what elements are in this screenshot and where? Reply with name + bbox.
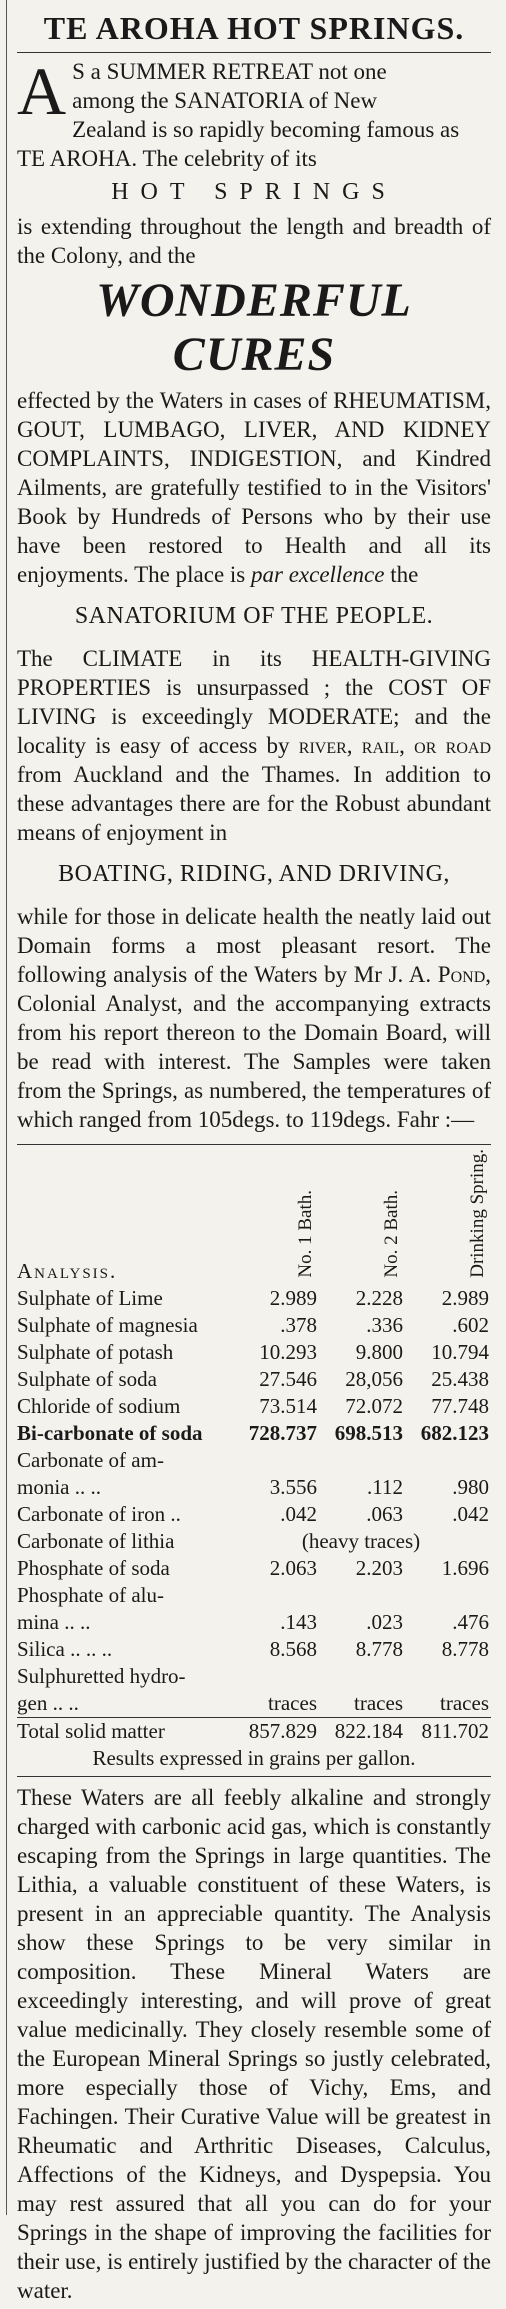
- table-row: [17, 1690, 491, 1718]
- substance-name: Carbonate of am-: [17, 1448, 164, 1472]
- table-row: [17, 1528, 491, 1555]
- value-drinking-spring: 25.438: [431, 1367, 489, 1391]
- paragraph-4: [17, 902, 491, 1134]
- table-row: [17, 1366, 491, 1393]
- substance-name: monia .. ..: [17, 1475, 101, 1499]
- pond-name: Pond,: [437, 962, 492, 987]
- analysis-table: [17, 1149, 491, 1745]
- value-bath-2: (heavy traces): [301, 1529, 421, 1553]
- paragraph-3: [17, 644, 491, 847]
- value-bath-1: traces: [268, 1691, 317, 1715]
- substance-name: mina .. ..: [17, 1610, 91, 1634]
- total-label: Total solid matter: [17, 1719, 165, 1743]
- col-header-bath-1: No. 1 Bath.: [295, 1190, 316, 1278]
- wonderful-cures-heading: WONDERFUL CURES: [96, 274, 412, 381]
- total-row: [17, 1718, 491, 1746]
- value-bath-1: 27.546: [259, 1367, 317, 1391]
- value-bath-1: [233, 1663, 319, 1690]
- value-bath-2: .112: [367, 1475, 403, 1499]
- table-row: [17, 1285, 491, 1312]
- substance-name: Sulphuretted hydro-: [17, 1664, 186, 1688]
- value-drinking-spring: 77.748: [431, 1394, 489, 1418]
- table-row: [17, 1663, 491, 1690]
- table-row: [17, 1501, 491, 1528]
- col-header-drinking-spring: Drinking Spring.: [467, 1149, 488, 1278]
- value-bath-2: 72.072: [345, 1394, 403, 1418]
- value-bath-1: .042: [280, 1502, 317, 1526]
- paragraph-4a: while for those in delicate health the neatly laid out Domain forms a most pleasant resort. The following analysis of the Waters by Mr J. A.: [17, 904, 491, 987]
- table-row: [17, 1474, 491, 1501]
- newspaper-column: [6, 0, 499, 2303]
- paragraph-2: [17, 386, 491, 589]
- rule: [17, 52, 491, 53]
- value-bath-1: .143: [280, 1610, 317, 1634]
- value-drinking-spring: .476: [452, 1610, 489, 1634]
- paragraph-5: These Waters are all feebly alkaline and strongly charged with carbonic acid gas, which is constantly escaping from the Springs in large quantities. The Lithia, a valuable constituent of these Waters, is present in an appreciable quantity. The Analysis show these Springs to be very similar in composition. These Mineral Waters are exceedingly interesting, and will prove of great value medicinally. They closely resemble some of the European Mineral Springs so justly celebrated, more especially those of Vichy, Ems, and Fachingen. Their Curative Value will be greatest in Rheumatic and Arthritic Diseases, Calculus, Affections of the Kidneys, and Dyspepsia. You may rest assured that all you can do for your Springs in the shape of improving the facilities for their use, is entirely justified by the character of the water.: [17, 1785, 491, 2303]
- value-bath-2: .023: [366, 1610, 403, 1634]
- value-bath-2: 698.513: [334, 1421, 403, 1445]
- value-drinking-spring: 2.989: [441, 1286, 489, 1310]
- table-row: [17, 1636, 491, 1663]
- sanatorium-heading: SANATORIUM OF THE PEOPLE.: [74, 603, 434, 629]
- table-row: [17, 1312, 491, 1339]
- value-bath-2: [319, 1582, 405, 1609]
- value-bath-2: [319, 1447, 405, 1474]
- value-drinking-spring: 1.696: [441, 1556, 489, 1580]
- table-row: [17, 1393, 491, 1420]
- table-row: [17, 1339, 491, 1366]
- substance-name: Phosphate of alu-: [17, 1583, 164, 1607]
- value-bath-1: 8.568: [269, 1637, 317, 1661]
- table-row: [17, 1609, 491, 1636]
- value-bath-2: [319, 1663, 405, 1690]
- intro-line-3: Zealand is so rapidly becoming famous as: [72, 117, 460, 142]
- value-bath-1: .378: [280, 1313, 317, 1337]
- substance-name: Carbonate of lithia: [17, 1529, 175, 1553]
- substance-name: Phosphate of soda: [17, 1556, 170, 1580]
- paragraph-3a: The CLIMATE in its HEALTH-GIVING PROPERTIES is unsurpassed ; the COST OF LIVING is exceedingly MODERATE; and the locality is easy of access by: [17, 646, 491, 758]
- value-drinking-spring: [405, 1663, 491, 1690]
- value-bath-2: traces: [354, 1691, 403, 1715]
- river-rail-road: river, rail, or road: [298, 733, 491, 758]
- substance-name: Silica .. .. ..: [17, 1637, 113, 1661]
- table-row: [17, 1582, 491, 1609]
- table-top-rule: [17, 1144, 491, 1145]
- value-bath-1: 10.293: [259, 1340, 317, 1364]
- value-drinking-spring: .980: [452, 1475, 489, 1499]
- value-bath-2: .336: [366, 1313, 403, 1337]
- value-bath-1: [233, 1447, 319, 1474]
- table-row: [17, 1420, 491, 1447]
- value-drinking-spring: 10.794: [431, 1340, 489, 1364]
- paragraph-2-end: the: [390, 562, 419, 587]
- value-bath-2: 28,056: [345, 1367, 403, 1391]
- intro-paragraph: [17, 53, 491, 173]
- substance-name: Sulphate of potash: [17, 1340, 174, 1364]
- substance-name: Chloride of sodium: [17, 1394, 181, 1418]
- intro-line-2: among the SANATORIA of New: [72, 88, 378, 113]
- substance-name: Carbonate of iron ..: [17, 1502, 181, 1526]
- value-drinking-spring: 8.778: [441, 1637, 489, 1661]
- value-drinking-spring: 682.123: [420, 1421, 489, 1445]
- masthead: TE AROHA HOT SPRINGS.: [43, 10, 465, 46]
- boating-heading: BOATING, RIDING, AND DRIVING,: [58, 861, 450, 887]
- par-excellence: par excellence: [251, 562, 385, 587]
- value-bath-2: .063: [366, 1502, 403, 1526]
- table-row: [17, 1555, 491, 1582]
- value-bath-1: 2.989: [269, 1286, 317, 1310]
- value-drinking-spring: .602: [452, 1313, 489, 1337]
- value-bath-1: 3.556: [269, 1475, 317, 1499]
- value-drinking-spring: [405, 1582, 491, 1609]
- value-drinking-spring: [405, 1447, 491, 1474]
- substance-name: gen .. ..: [17, 1691, 79, 1715]
- substance-name: Bi-carbonate of soda: [17, 1421, 203, 1445]
- value-bath-1: 2.063: [269, 1556, 317, 1580]
- paragraph-4b: Colonial Analyst, and the accompanying extracts from his report thereon to the Domain Board, will be read with interest. The Samples were taken from the Springs, as numbered, the temperatures of which ranged from 105degs. to 119degs. Fahr :—: [17, 991, 491, 1132]
- drop-cap: A: [17, 53, 67, 129]
- paragraph-3b: from Auckland and the Thames. In addition to these advantages there are for the Robust abundant means of enjoyment in: [17, 762, 491, 845]
- substance-name: Sulphate of magnesia: [17, 1313, 198, 1337]
- total-bath-2: 822.184: [334, 1719, 403, 1743]
- value-bath-1: [233, 1582, 319, 1609]
- paragraph-2-text: effected by the Waters in cases of RHEUMATISM, GOUT, LUMBAGO, LIVER, AND KIDNEY COMPLAINTS, INDIGESTION, and Kindred Ailments, are gratefully testified to in the Visitors' Book by Hundreds of Persons who by their use have been restored to Health and all its enjoyments. The place is: [17, 388, 491, 587]
- total-bath-1: 857.829: [248, 1719, 317, 1743]
- table-header-row: [17, 1153, 491, 1285]
- value-bath-2: 2.228: [355, 1286, 403, 1310]
- total-drinking-spring: 811.702: [421, 1719, 489, 1743]
- value-bath-1: 728.737: [248, 1421, 317, 1445]
- value-bath-2: 9.800: [355, 1340, 403, 1364]
- value-bath-2: 8.778: [355, 1637, 403, 1661]
- substance-name: Sulphate of Lime: [17, 1286, 163, 1310]
- hot-springs-heading: HOT SPRINGS: [111, 179, 397, 205]
- value-bath-1: 73.514: [259, 1394, 317, 1418]
- paragraph-1: is extending throughout the length and breadth of the Colony, and the: [17, 214, 491, 268]
- analysis-label: Analysis.: [17, 1259, 118, 1283]
- value-bath-2: 2.203: [355, 1556, 403, 1580]
- value-drinking-spring: .042: [452, 1502, 489, 1526]
- table-row: [17, 1447, 491, 1474]
- value-drinking-spring: traces: [440, 1691, 489, 1715]
- substance-name: Sulphate of soda: [17, 1367, 157, 1391]
- intro-line-4: TE AROHA. The celebrity of its: [17, 146, 317, 171]
- intro-line-1: S a SUMMER RETREAT not one: [72, 59, 387, 84]
- table-bottom-rule: [17, 1776, 491, 1777]
- results-note: Results expressed in grains per gallon.: [92, 1746, 416, 1770]
- col-header-bath-2: No. 2 Bath.: [381, 1190, 402, 1278]
